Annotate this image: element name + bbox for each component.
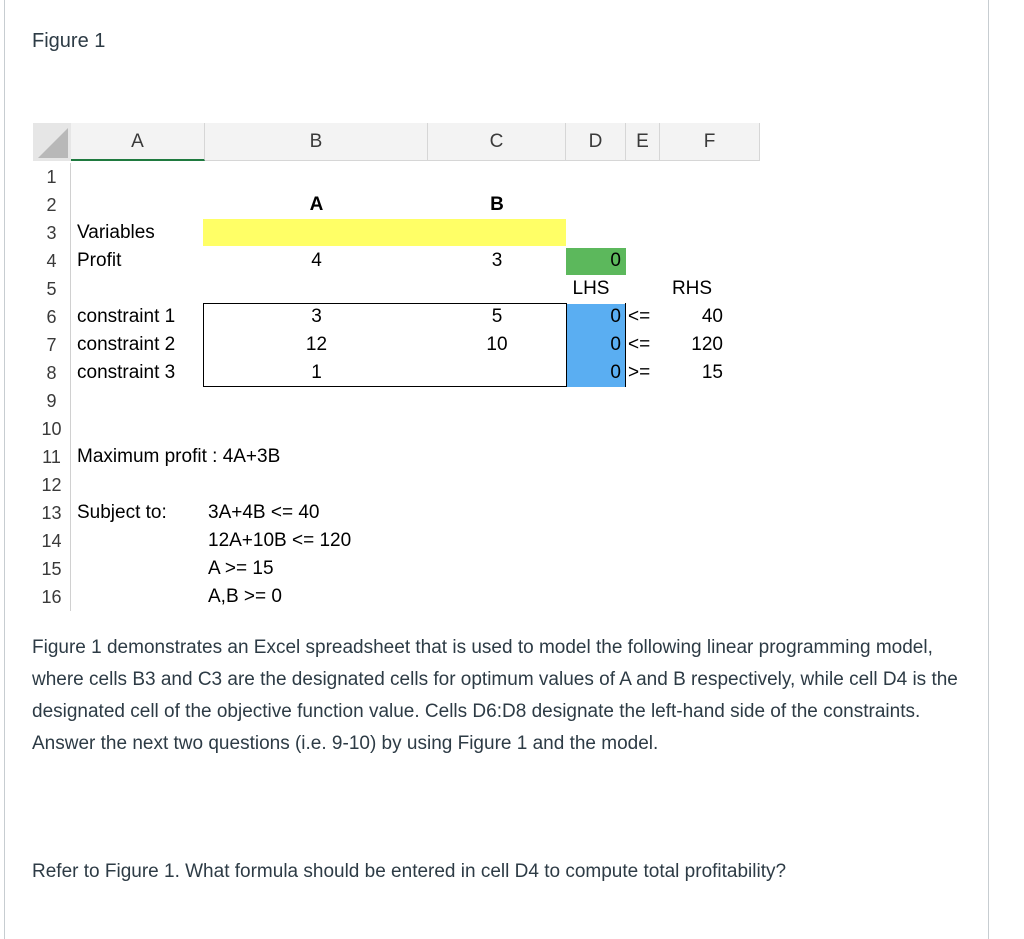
row-number: 14 bbox=[33, 527, 71, 555]
constraint-a-coef: 1 bbox=[311, 362, 322, 383]
column-header-c: C bbox=[428, 123, 566, 161]
max-profit-text: Maximum profit : 4A+3B bbox=[77, 446, 281, 467]
model-constraint-line: A,B >= 0 bbox=[208, 586, 282, 607]
description-paragraph: Figure 1 demonstrates an Excel spreadsheet that is used to model the following linear programming model, where cells B3 and C3 are the designated cells for optimum values of A and B respectively, while cell D4 is the designated cell of the objective function value. Cells D6:D8 designate the left-hand side of the constraints. Answer the next two questions (i.e. 9-10) by using Figure 1 and the model. bbox=[32, 637, 958, 754]
constraint-sign: >= bbox=[628, 362, 651, 383]
question-text: Refer to Figure 1. What formula should be entered in cell D4 to compute total profitability? bbox=[32, 861, 787, 882]
figure-title: Figure 1 bbox=[32, 30, 106, 52]
row-number: 13 bbox=[33, 499, 71, 527]
constraint-b-coef: 5 bbox=[491, 306, 503, 327]
row-number: 1 bbox=[33, 163, 71, 191]
row-number: 16 bbox=[33, 583, 71, 611]
constraint-sign: <= bbox=[628, 306, 651, 327]
constraint-lhs: 0 bbox=[610, 334, 621, 355]
variables-label: Variables bbox=[77, 222, 155, 243]
model-constraint-line: 12A+10B <= 120 bbox=[208, 530, 352, 551]
constraint-label: constraint 3 bbox=[77, 362, 176, 383]
decision-b-header: B bbox=[490, 194, 504, 215]
decision-a-header: A bbox=[309, 194, 324, 215]
constraint-a-coef: 12 bbox=[305, 334, 328, 355]
constraint-sign: <= bbox=[628, 334, 651, 355]
profit-a-value: 4 bbox=[311, 250, 322, 271]
select-all-corner bbox=[33, 123, 72, 161]
row-number: 6 bbox=[33, 303, 71, 331]
constraint-b-coef: 10 bbox=[486, 334, 508, 355]
lhs-label: LHS bbox=[572, 278, 610, 299]
constraint-lhs: 0 bbox=[610, 306, 621, 327]
constraint-label: constraint 1 bbox=[77, 306, 176, 327]
row-number: 9 bbox=[33, 387, 71, 415]
column-header-f: F bbox=[660, 123, 760, 161]
constraint-rhs: 40 bbox=[701, 306, 723, 327]
row-number: 12 bbox=[33, 471, 71, 499]
column-header-d: D bbox=[566, 123, 626, 161]
constraint-lhs: 0 bbox=[610, 362, 621, 383]
column-header-b: B bbox=[205, 123, 428, 161]
row-number: 4 bbox=[33, 247, 71, 275]
constraint-rhs: 120 bbox=[691, 334, 723, 355]
constraint-rhs: 15 bbox=[701, 362, 723, 383]
profit-label: Profit bbox=[77, 250, 122, 271]
objective-value: 0 bbox=[610, 250, 621, 271]
row-number: 8 bbox=[33, 359, 71, 387]
rhs-label: RHS bbox=[671, 278, 713, 299]
constraint-a-coef: 3 bbox=[311, 306, 322, 327]
row-number: 10 bbox=[33, 415, 71, 443]
row-number: 15 bbox=[33, 555, 71, 583]
constraint-label: constraint 2 bbox=[77, 334, 176, 355]
model-constraint-line: A >= 15 bbox=[208, 558, 274, 579]
row-number: 5 bbox=[33, 275, 71, 303]
column-header-a: A bbox=[71, 123, 205, 161]
row-number: 3 bbox=[33, 219, 71, 247]
subject-to-label: Subject to: bbox=[77, 502, 167, 523]
row-number: 2 bbox=[33, 191, 71, 219]
lhs-right-border bbox=[625, 303, 626, 387]
column-header-e: E bbox=[626, 123, 660, 161]
variables-cells-b3-c3[interactable] bbox=[203, 219, 566, 246]
model-constraint-line: 3A+4B <= 40 bbox=[208, 502, 320, 523]
row-number: 11 bbox=[33, 443, 71, 471]
profit-b-value: 3 bbox=[491, 250, 503, 271]
spreadsheet-figure bbox=[33, 123, 763, 613]
row-number: 7 bbox=[33, 331, 71, 359]
